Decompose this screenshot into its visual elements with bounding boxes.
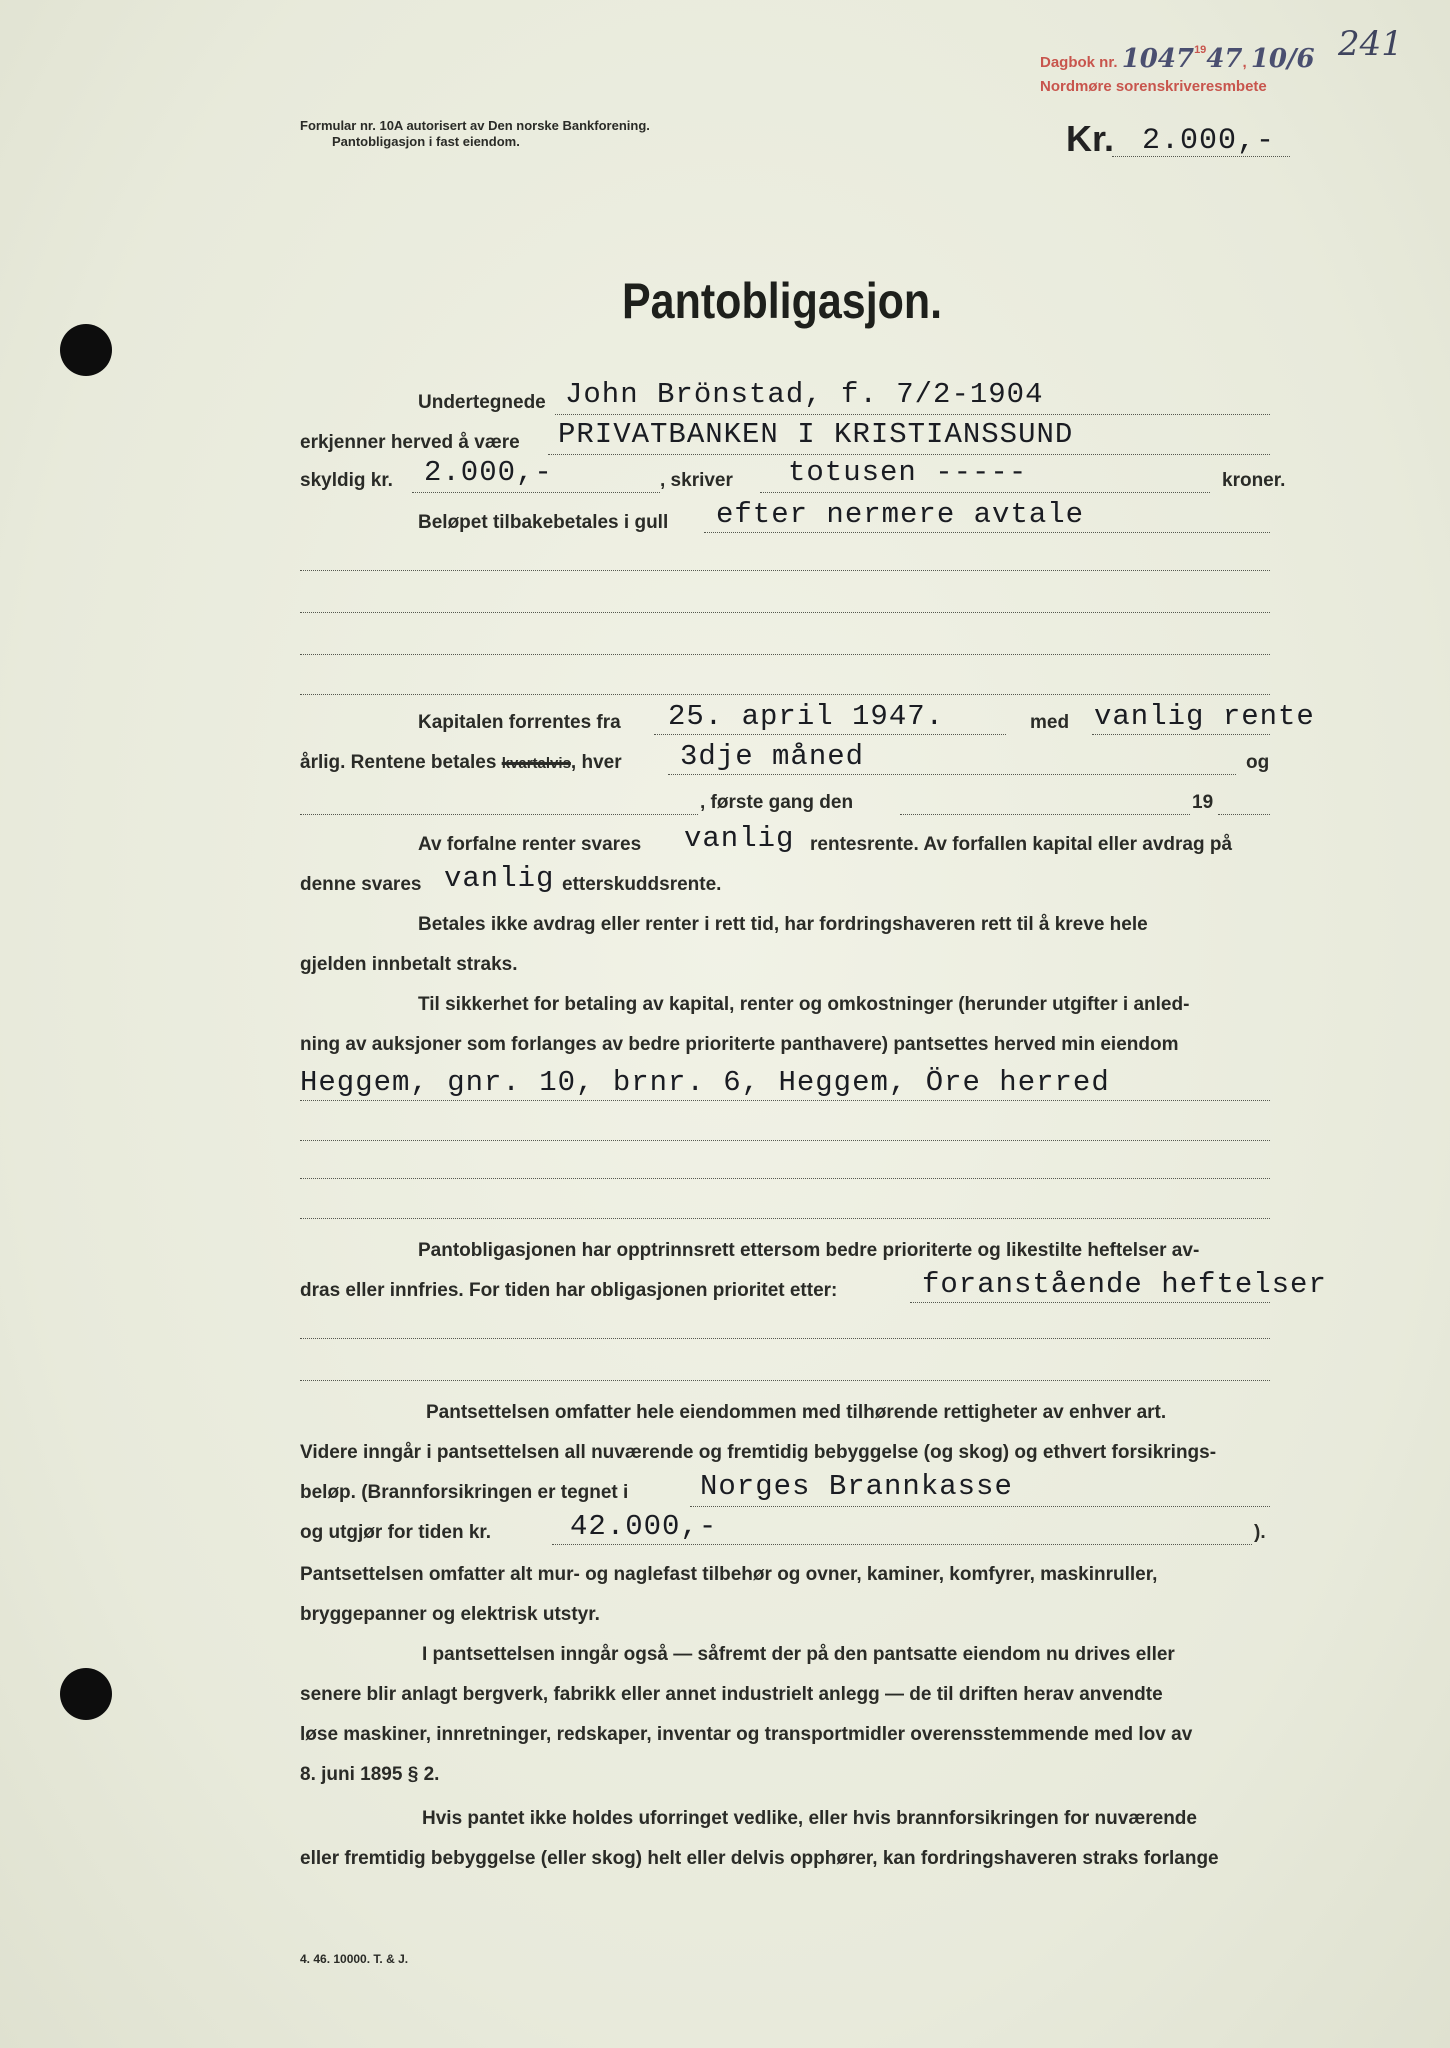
struck-word: kvartalvis — [501, 755, 571, 772]
denne-label: denne svares — [300, 874, 422, 895]
kroner-label: kroner. — [1222, 470, 1286, 491]
omfatter-line1: Pantsettelsen omfatter hele eiendommen med tilhørende rettigheter av enhver art. — [426, 1402, 1167, 1423]
vedlike-line1: Hvis pantet ikke holdes uforringet vedlike, eller hvis brannforsikringen for nuværende — [422, 1808, 1197, 1829]
sikkerhet-line1: Til sikkerhet for betaling av kapital, renter og omkostninger (herunder utgifter i anled- — [418, 994, 1190, 1015]
kr-label: Kr. — [1066, 118, 1115, 159]
skyldig-label: skyldig kr. — [300, 470, 393, 491]
forste-line-b — [900, 814, 1190, 815]
property-blank-3 — [300, 1218, 1270, 1219]
insured-amount-line — [552, 1544, 1252, 1545]
forfalne-label: Av forfalne renter svares — [418, 834, 642, 855]
etterskudds-label: etterskuddsrente. — [562, 874, 722, 895]
erkjenner-label: erkjenner herved å være — [300, 432, 520, 453]
omfatter-line4-end: ). — [1254, 1522, 1266, 1543]
property-value: Heggem, gnr. 10, brnr. 6, Heggem, Öre herred — [300, 1066, 1110, 1099]
forste-line-a — [300, 814, 698, 815]
hver-label: , hver — [570, 752, 622, 773]
registry-prefix: Dagbok nr. — [1040, 54, 1118, 71]
registry-year-small: 19 — [1194, 44, 1207, 56]
omfatter-line2: Videre inngår i pantsettelsen all nuværende og fremtidig bebyggelse (og skog) og ethvert forsikrings- — [300, 1442, 1217, 1463]
opptrinn-line1: Pantobligasjonen har opptrinnsrett ettersom bedre prioriterte og likestilte heftelser av- — [418, 1240, 1200, 1261]
document-title: Pantobligasjon. — [622, 273, 943, 329]
registry-year: 47 — [1206, 44, 1243, 74]
forste-label: , første gang den — [700, 792, 854, 813]
insurer-value: Norges Brannkasse — [700, 1470, 1013, 1503]
inngaar-line3: løse maskiner, innretninger, redskaper, inventar og transportmidler overensstemmende med lov av — [300, 1724, 1193, 1745]
print-code: 4. 46. 10000. T. & J. — [300, 1952, 409, 1966]
rentesrente-label: rentesrente. Av forfallen kapital eller avdrag på — [810, 834, 1233, 855]
inngaar-line2: senere blir anlagt bergverk, fabrikk eller annet industrielt anlegg — de til driften herav anvendte — [300, 1684, 1163, 1705]
blank-line-3 — [300, 654, 1270, 655]
aarlig-label — [300, 752, 622, 774]
interest-period-value: 3dje måned — [680, 740, 865, 773]
amount-value: 2.000,- — [424, 456, 553, 489]
interest-rate-line — [1092, 734, 1270, 735]
creditor-line — [548, 454, 1270, 455]
registry-entry-number: 1047 — [1121, 44, 1195, 74]
priority-line — [910, 1302, 1270, 1303]
betales-line1: Betales ikke avdrag eller renter i rett tid, har fordringshaveren rett til å kreve hele — [418, 914, 1148, 935]
priority-blank-2 — [300, 1380, 1270, 1381]
priority-blank-1 — [300, 1338, 1270, 1339]
undertegnede-label: Undertegnede — [418, 392, 546, 413]
creditor-value: PRIVATBANKEN I KRISTIANSSUND — [558, 418, 1074, 451]
repayment-value: efter nermere avtale — [716, 498, 1085, 531]
form-header-line2: Pantobligasjon i fast eiendom. — [332, 134, 520, 149]
form-header-line1: Formular nr. 10A autorisert av Den norske Bankforening. — [300, 118, 650, 133]
amount-line — [412, 492, 660, 493]
inngaar-line4: 8. juni 1895 § 2. — [300, 1764, 440, 1785]
amount-words-line — [760, 492, 1210, 493]
kr-amount-line — [1112, 156, 1290, 157]
debtor-line — [555, 414, 1270, 415]
sikkerhet-line2: ning av auksjoner som forlanges av bedre prioriterte panthavere) pantsettes herved min eiendom — [300, 1034, 1179, 1055]
debtor-value: John Brönstad, f. 7/2-1904 — [565, 378, 1044, 411]
med-label: med — [1030, 712, 1070, 733]
inngaar-line1: I pantsettelsen inngår også — såfremt der på den pantsatte eiendom nu drives eller — [422, 1644, 1175, 1665]
tilbehor-line2: bryggepanner og elektrisk utstyr. — [300, 1604, 600, 1625]
blank-line-1 — [300, 570, 1270, 571]
interest-from-value: 25. april 1947. — [668, 700, 945, 733]
betales-line2: gjelden innbetalt straks. — [300, 954, 518, 975]
priority-value: foranstående heftelser — [922, 1268, 1327, 1301]
punch-hole-top — [60, 324, 112, 376]
blank-line-4 — [300, 694, 1270, 695]
og-label: og — [1246, 752, 1270, 773]
denne-value: vanlig — [444, 862, 555, 895]
registry-stamp-line1: Dagbok nr. 1047$^{19}$47, 10/6 — [1040, 44, 1315, 74]
property-line — [300, 1100, 1270, 1101]
forste-line-c — [1218, 814, 1270, 815]
blank-line-2 — [300, 612, 1270, 613]
interest-from-line — [654, 734, 1006, 735]
kr-amount: 2.000,- — [1142, 124, 1276, 158]
opptrinn-line2: dras eller innfries. For tiden har obligasjonen prioritet etter: — [300, 1280, 838, 1301]
omfatter-line3: beløp. (Brannforsikringen er tegnet i — [300, 1482, 629, 1503]
forfalne-value: vanlig — [684, 822, 795, 855]
interest-period-line — [668, 774, 1236, 775]
forste-year: 19 — [1192, 792, 1214, 813]
belopet-label: Beløpet tilbakebetales i gull — [418, 512, 669, 533]
amount-words-value: totusen ----- — [788, 456, 1028, 489]
punch-hole-bottom — [60, 1668, 112, 1720]
registry-office: Nordmøre sorenskriveresmbete — [1040, 78, 1267, 95]
property-blank-2 — [300, 1178, 1270, 1179]
property-blank-1 — [300, 1140, 1270, 1141]
repayment-line — [704, 532, 1270, 533]
omfatter-line4: og utgjør for tiden kr. — [300, 1522, 492, 1543]
insurer-line — [690, 1506, 1270, 1507]
insured-amount-value: 42.000,- — [570, 1510, 718, 1543]
aarlig-text: årlig. Rentene betales — [300, 752, 497, 773]
tilbehor-line1: Pantsettelsen omfatter alt mur- og naglefast tilbehør og ovner, kaminer, komfyrer, maskinruller, — [300, 1564, 1158, 1585]
page-number: 241 — [1338, 24, 1403, 64]
skriver-label: , skriver — [660, 470, 733, 491]
kapitalen-label: Kapitalen forrentes fra — [418, 712, 621, 733]
registry-date: 10/6 — [1250, 44, 1315, 74]
interest-rate-value: vanlig rente — [1094, 700, 1315, 733]
vedlike-line2: eller fremtidig bebyggelse (eller skog) helt eller delvis opphører, kan fordringshaveren straks forlange — [300, 1848, 1219, 1869]
